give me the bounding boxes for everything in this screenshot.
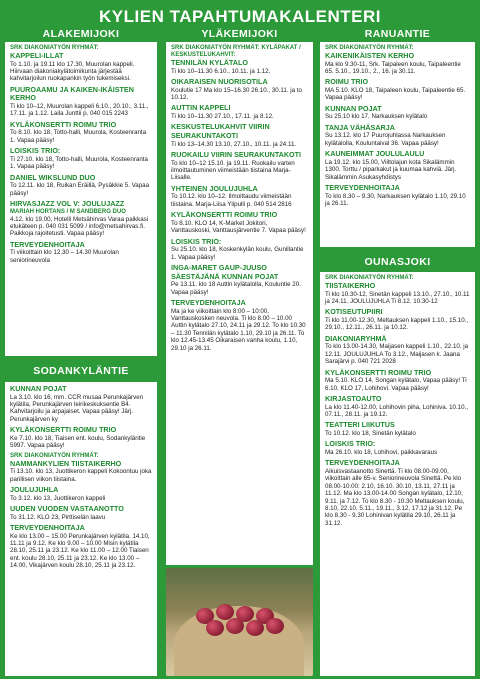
event-item [10, 200, 152, 238]
event-title: OIKARAISEN NUORISOTILA [171, 77, 268, 86]
event-title: KYLÄKONSERTTI ROIMU TRIO [325, 367, 432, 377]
event-title: DANIEL WIKSLUND DUO [10, 172, 96, 182]
panel-alakemijoki [5, 42, 157, 356]
event-title: AUTTIN KAPPELI [171, 103, 231, 113]
event-item [325, 45, 470, 75]
event-title: KYLÄKONSERTTI ROIMU TRIO [171, 210, 278, 220]
event-details: La klo 11.40-12.00, Lohihovin piha, Lohiniva. 10.10., 07.11., 28.11. ja 19.12. [325, 403, 468, 419]
event-subtitle: SRK DIAKONIATYÖN RYHMÄT: KYLÄPAKAT / KESKUSTELUKAHVIT: [171, 45, 301, 58]
event-details: Aikuisvastaanotto Sinettä. Ti klo 08.00-09.00, viikoittain alle 65-v. Seniorineuvola Sinettä. Pe klo 08.00-10.00: 2.10, 16.10. 30.10, 13.11, 27.11 ja 11.12. Ma klo 13.00-14.00 Songan kylätalo, 12.10, 9.11. ja 7.12. To klo 8.30 - 10.30 Meltauksen koulu, 8.10, 22.10. 5.11., 19.11., 3.12, 17.12 ja 31.12. Pe klo 8.30 - 9.30 Lohinivan kylätila 29.10, 26.11 ja 31.12. [325, 468, 465, 527]
event-title: KUNNAN POJAT [10, 384, 67, 393]
event-details: Pe 13.11. klo 18 Auttin kylätalolla, Kouluntie 20. Vapaa pääsy! [171, 281, 301, 296]
onion-icon [266, 618, 284, 634]
event-subtitle: MARIAH HORTANS / M SANDBERG DUO [10, 208, 126, 215]
event-title: INGA-MARET GAUP-JUUSO SÄESTÄJÄNÄ KUNNAN POJAT [171, 263, 279, 281]
event-title: DIAKONIARYHMÄ [325, 333, 387, 343]
event-details: To 12.11. klo 18, Ruikan Eräillä, Pysäkkie 5. Vapaa pääsy! [10, 182, 150, 197]
event-item [325, 369, 470, 392]
event-title: JOULUJUHLA [10, 485, 59, 495]
event-item [10, 121, 152, 144]
event-details: To 31.12. KLO 23, Pirttiselän laavu [10, 513, 106, 521]
event-title: KAPPELI-ILLAT [10, 51, 64, 60]
panel-sodankylantie [5, 382, 157, 676]
section-title-ranuantie: RANUANTIE [364, 28, 431, 40]
event-item [325, 440, 470, 456]
event-details: Ti klo 10–11.30 6.10., 10.11. ja 1.12. [171, 67, 271, 75]
event-details: Ma ja ke viikoittain klo 8:00 – 10:00, Vanttauskosken neuvola. Ti klo 8.00 – 10.00 Auttin kylätalo 27.10, 24.11 ja 29.12. To klo 10.30 – 11.30 Tennilän kylätalo 1.10, 29.10 ja 26.11. To klo 12.45-13.45 Oikaraisen vanha koulu, 1.10, 29.10 ja 26.11. [171, 307, 306, 352]
event-item [10, 486, 152, 502]
event-title: YHTEINEN JOULUJUHLA [171, 183, 258, 193]
event-details: Su 25.10. klo 18, Koskenkylän koulu, Gunillantie 1. Vapaa pääsy! [171, 246, 304, 261]
event-title: TIISTAIKERHO [325, 281, 376, 290]
event-item [10, 241, 152, 264]
event-details: Ti viikoittain klo 12.30 – 14.30 Muurolan seniorineuvola [10, 249, 119, 264]
panel-ranuantie [320, 42, 475, 247]
event-details: To klo 8.30 – 9.30, Narkauksen kylätalo 1.10, 29.10 ja 26.11. [325, 192, 466, 208]
event-title: TERVEYDENHOITAJA [325, 458, 400, 468]
event-item [10, 385, 152, 423]
section-title-sodankylantie: SODANKYLÄNTIE [33, 365, 129, 377]
event-title: KAUNEIMMAT JOULULAULU [325, 149, 425, 159]
event-title: KOTISEUTUPIIRI [325, 307, 383, 317]
event-details: Ma 5.10. KLO 14, Songan kylätalo, Vapaa pääsy! Ti 6.10. KLO 17, Lohihovi. Vapaa pääsy! [325, 377, 467, 392]
event-title: TANJA VÄHÄSARJA [325, 122, 395, 132]
event-details: To klo 10–12 15.10. ja 19.11. Ruokailu varten ilmoittautuminen viimeistään tiistaina Marja-Liisalle. [171, 159, 295, 182]
event-item [325, 421, 470, 437]
event-item [325, 150, 470, 181]
event-item [325, 105, 470, 121]
page-title: KYLIEN TAPAHTUMAKALENTERI [99, 7, 381, 26]
event-item [10, 426, 152, 449]
event-title: NAMMANKYLIEN TIISTAIKERHO [10, 458, 122, 468]
event-item [325, 184, 470, 207]
event-title: HIRVASJAZZ VOL V: JOULUJAZZ [10, 199, 125, 209]
event-details: Su 13.12. klo 17 Puurojuhlassa Narkauksen kylätalolla, Kouluntaival 36. Vapaa pääsy! [325, 132, 446, 147]
onion-icon [206, 620, 224, 636]
event-title: LOISKIS TRIO: [10, 146, 61, 156]
event-title: TERVEYDENHOITAJA [10, 523, 85, 533]
onion-sack-photo [166, 568, 313, 676]
event-item [325, 459, 470, 527]
panel-ounasjoki [320, 272, 475, 676]
event-item [10, 147, 152, 170]
event-subtitle: SRK DIAKONIATYÖN RYHMÄT: [325, 45, 414, 51]
event-title: KUNNAN POJAT [325, 103, 382, 113]
event-item [325, 275, 470, 305]
event-details: La 19.12. klo 15.00, Viiltolajun kota Sikalämmin 1300. Torttu / piparkakut ja kuumaa kahviä. Järj. Sikalämmin Asukasyhdistys [325, 158, 457, 181]
event-details: Ke 7.10. klo 18, Tiaisen ent. koulu, Sodankyläntie 5997. Vapaa pääsy! [10, 434, 146, 450]
panel-ylakemijoki [166, 42, 313, 565]
section-title-ylakemijoki: YLÄKEMIJOKI [201, 28, 278, 40]
event-item [10, 45, 152, 83]
event-item [10, 86, 152, 118]
event-details: La 3.10. klo 16, mm. CCR musaa Perunkajärven kylätila, Perunkajärven leirikeskuksentie B4. Kahvitarjoilu ja arpajaiset. Vapaa pääsy! Järj. Perunkajärven ky [10, 393, 144, 423]
event-item [10, 174, 152, 197]
event-details: MA 5.10. KLO 18, Taipaleen koulu, Taipaleentie 65. Vapaa pääsy! [325, 87, 466, 102]
event-item [171, 185, 308, 208]
event-title: ROIMU TRIO [325, 77, 369, 87]
event-item [10, 453, 152, 483]
event-item [10, 524, 152, 570]
event-item [171, 104, 308, 120]
event-item [171, 299, 308, 352]
event-details: To 1.10. ja 19.11 klo 17.30, Muurolan kappeli. Hiirvaan diakoniakylätoimikunta järjestää kahvitarjoilun ruokapankin työn tukemiseksi. [10, 60, 135, 83]
event-title: TERVEYDENHOITAJA [325, 183, 400, 193]
event-details: Ti klo 11.00-12.30, Meltauksen kappeli 1.10., 15.10., 29.10., 12.11., 26.11. ja 10.12. [325, 317, 469, 332]
event-details: Ti 27.10. klo 18, Totto-halli, Muurola, Kosteenranta 1. Vapaa pääsy! [10, 155, 148, 171]
event-item [10, 505, 152, 521]
event-item [325, 335, 470, 366]
event-title: TENNILÄN KYLÄTALO [171, 58, 248, 67]
event-details: Ti klo 10–12, Muurolan kappeli 6.10., 20.10., 3.11., 17.11. ja 1.12. Laila Junttii p. 040 015 2243 [10, 103, 149, 118]
event-subtitle: SRK DIAKONIATYÖN RYHMÄT: [10, 45, 99, 51]
event-details: Ti klo 10.30-12, Sinetän kappeli 13.10., 27.10., 10.11 ja 24.11. JOULUJUHLA Ti 8.12. 10.30-12 [325, 290, 470, 305]
event-details: Su 25.10 klo 17, Narkauksen kylätalo [325, 113, 428, 121]
event-item [171, 238, 308, 261]
event-details: To 8.10. klo 18, Totto-halli, Muurola, Kosteenranta 1. Vapaa pääsy! [10, 129, 147, 144]
event-details: Koulutie 17 Ma klo 15–16.30 26.10., 30.11. ja to 10.12. [171, 86, 302, 101]
event-title: TERVEYDENHOITAJA [171, 298, 246, 308]
event-title: UUDEN VUODEN VASTAANOTTO [10, 504, 124, 514]
section-title-ounasjoki: OUNASJOKI [364, 256, 431, 268]
event-item [171, 78, 308, 101]
event-title: RUOKAILU VIIRIN SEURAKUNTAKOTI [171, 150, 302, 159]
event-details: Ti 13.10. klo 13, Juottikeron kappeli Kokoontuu joka parillisen viikon tiistaina. [10, 468, 152, 483]
event-details: Ti klo 13–14.30 13.10, 27.10., 10.11. ja 24.11. [171, 140, 297, 148]
event-title: PUUROAAMU JA KAIKEN-IKÄISTEN KERHO [10, 84, 134, 103]
event-title: TEATTERI LIIKUTUS [325, 420, 395, 430]
event-title: LOISKIS TRIO: [325, 439, 376, 449]
event-details: Ke klo 13.00 – 15.00 Perunkajärven kylätila. 14.10, 11.11 ja 9.12. Ke klo 9.00 – 10.00 Misin kylätila 28.10, 25.11 ja 23.12. Ke klo 11.00 – 12.00 Tiaisen ent. koulu 28.10, 25.11 ja 23.12. Ke klo 13.00 – 14.00, Vikajärven koulu 28.10, 25.11 ja 23.12. [10, 532, 150, 570]
event-item [325, 308, 470, 331]
event-details: To 8.10. KLO 14, K-Market Jokitori, Vanttauskoski, Vanttausjärventie 7. Vapaa pääsy! [171, 219, 306, 235]
event-details: Ma 26.10. klo 18, Lohihovi, paikkavaraus [325, 449, 438, 457]
event-details: To 3.12. klo 13, Juottikeron kappeli [10, 494, 106, 502]
event-details: Ma klo 9.30-11, Srk. Taipaleen koulu, Taipaleentie 65. 5.10., 19.10., 2., 16. ja 30.11. [325, 60, 461, 75]
event-item [171, 264, 308, 296]
event-item [171, 45, 308, 75]
event-details: To 10.12. klo 18, Sinetän kylätalo [325, 430, 416, 438]
event-item [325, 395, 470, 418]
event-details: 4.12. klo 19.00, Hotelli Metsähirvas Varaa paikkasi etukäteen p. 040 031 5099 / info@metsahirvas.fi. Paikkoja rajoitetusti. Vapaa pääsy! [10, 215, 149, 238]
event-item [325, 78, 470, 101]
event-details: To klo 13.00-14.30, Maijasen kappeli 1.10., 22.10. ja 12.11. JOULUJUHLA To 3.12., Maijasen k. Jaana Sarajärvi p. 040 721 2028 [325, 343, 469, 366]
event-title: KIRJASTOAUTO [325, 394, 382, 404]
event-title: KAIKENIKÄISTEN KERHO [325, 51, 415, 60]
event-title: KYLÄKONSERTTI ROIMU TRIO [10, 119, 117, 129]
event-subtitle: SRK DIAKONIATYÖN RYHMÄT: [10, 452, 99, 459]
event-title: KYLÄKONSERTTI ROIMU TRIO [10, 425, 117, 435]
event-item [325, 124, 470, 147]
event-title: TERVEYDENHOITAJA [10, 239, 85, 249]
event-title: KESKUSTELUKAHVIT VIIRIN SEURAKUNTAKOTI [171, 122, 270, 140]
event-item [171, 151, 308, 182]
event-item [171, 211, 308, 234]
event-subtitle: SRK DIAKONIATYÖN RYHMÄT: [325, 275, 414, 281]
event-details: Ti klo 10–11.30 27.10., 17.11. ja 8.12. [171, 113, 274, 120]
section-title-alakemijoki: ALAKEMIJOKI [42, 28, 120, 40]
onion-icon [246, 620, 264, 636]
event-details: To 10.12. klo 10–12. Ilmoittaudu viimeistään tiistaina. Marja-Liisa Ylipulli p. 040 514 2816 [171, 193, 292, 208]
event-title: LOISKIS TRIO: [171, 236, 222, 246]
event-item [171, 123, 308, 148]
onion-icon [226, 618, 244, 634]
